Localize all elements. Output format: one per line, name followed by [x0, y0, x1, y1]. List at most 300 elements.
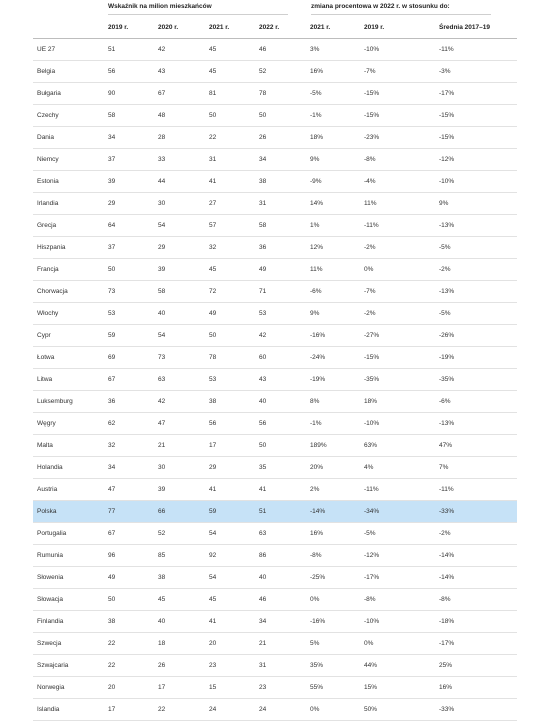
table-row	[33, 611, 517, 633]
cell-spacer	[417, 105, 439, 127]
cell-country: Irlandia	[33, 193, 108, 215]
table-row	[33, 149, 517, 171]
cell-spacer	[417, 523, 439, 545]
cell-2020: 42	[158, 391, 209, 413]
cell-country: Hiszpania	[33, 237, 108, 259]
column-header-2020: 2020 r.	[158, 18, 209, 39]
cell-country: Czechy	[33, 105, 108, 127]
cell-2020: 21	[158, 435, 209, 457]
table-row	[33, 567, 517, 589]
cell-2021: 56	[209, 413, 259, 435]
cell-2021: 59	[209, 501, 259, 523]
cell-spacer	[417, 567, 439, 589]
cell-2021: 92	[209, 545, 259, 567]
cell-spacer	[417, 677, 439, 699]
cell-2019: 73	[108, 281, 158, 303]
cell-change-vs-2021: -16%	[310, 611, 364, 633]
cell-country: Rumunia	[33, 545, 108, 567]
cell-change-vs-2019: -2%	[364, 237, 417, 259]
cell-spacer	[417, 369, 439, 391]
cell-change-vs-2021: -25%	[310, 567, 364, 589]
table-row	[33, 391, 517, 413]
cell-2022: 40	[259, 567, 310, 589]
cell-change-vs-2019: -23%	[364, 127, 417, 149]
cell-spacer	[417, 215, 439, 237]
cell-change-vs-2019: -34%	[364, 501, 417, 523]
cell-change-vs-average: -17%	[439, 83, 517, 105]
cell-change-vs-2021: -14%	[310, 501, 364, 523]
cell-change-vs-average: -13%	[439, 281, 517, 303]
cell-2022: 31	[259, 655, 310, 677]
cell-spacer	[417, 655, 439, 677]
cell-change-vs-2021: -1%	[310, 105, 364, 127]
cell-change-vs-average: -17%	[439, 633, 517, 655]
cell-change-vs-2019: 15%	[364, 677, 417, 699]
cell-change-vs-2021: 16%	[310, 523, 364, 545]
table-row	[33, 655, 517, 677]
table-row	[33, 171, 517, 193]
cell-2019: 32	[108, 435, 158, 457]
cell-change-vs-2019: 63%	[364, 435, 417, 457]
cell-change-vs-2021: 12%	[310, 237, 364, 259]
cell-2020: 43	[158, 61, 209, 83]
table-row	[33, 215, 517, 237]
cell-change-vs-2021: 2%	[310, 479, 364, 501]
cell-2022: 41	[259, 479, 310, 501]
cell-2019: 53	[108, 303, 158, 325]
cell-change-vs-2021: 189%	[310, 435, 364, 457]
column-header-2022: 2022 r.	[259, 18, 310, 39]
cell-2021: 45	[209, 39, 259, 61]
cell-country: Łotwa	[33, 347, 108, 369]
cell-2020: 30	[158, 193, 209, 215]
cell-2019: 29	[108, 193, 158, 215]
cell-2021: 41	[209, 479, 259, 501]
cell-2022: 63	[259, 523, 310, 545]
cell-2021: 57	[209, 215, 259, 237]
cell-2020: 26	[158, 655, 209, 677]
cell-2020: 39	[158, 479, 209, 501]
cell-change-vs-average: -6%	[439, 391, 517, 413]
cell-spacer	[417, 83, 439, 105]
cell-2021: 54	[209, 523, 259, 545]
cell-2020: 30	[158, 457, 209, 479]
cell-2019: 56	[108, 61, 158, 83]
cell-2019: 67	[108, 523, 158, 545]
cell-spacer	[417, 193, 439, 215]
cell-2022: 24	[259, 699, 310, 721]
cell-country: Luksemburg	[33, 391, 108, 413]
cell-2019: 59	[108, 325, 158, 347]
cell-change-vs-2021: 9%	[310, 149, 364, 171]
cell-country: Holandia	[33, 457, 108, 479]
cell-spacer	[417, 347, 439, 369]
cell-2022: 53	[259, 303, 310, 325]
cell-spacer	[417, 171, 439, 193]
cell-change-vs-average: -13%	[439, 413, 517, 435]
cell-country: Austria	[33, 479, 108, 501]
cell-2022: 50	[259, 105, 310, 127]
cell-change-vs-2019: -8%	[364, 589, 417, 611]
cell-change-vs-2019: 18%	[364, 391, 417, 413]
cell-change-vs-average: 7%	[439, 457, 517, 479]
cell-change-vs-average: -14%	[439, 567, 517, 589]
cell-2020: 33	[158, 149, 209, 171]
cell-2021: 81	[209, 83, 259, 105]
cell-2020: 47	[158, 413, 209, 435]
cell-2020: 63	[158, 369, 209, 391]
cell-2022: 42	[259, 325, 310, 347]
cell-change-vs-2019: 0%	[364, 633, 417, 655]
cell-change-vs-2019: -5%	[364, 523, 417, 545]
cell-2019: 90	[108, 83, 158, 105]
cell-2021: 45	[209, 259, 259, 281]
cell-2019: 17	[108, 699, 158, 721]
column-header-spacer	[417, 18, 439, 39]
cell-change-vs-2021: -1%	[310, 413, 364, 435]
table-row	[33, 39, 517, 61]
table-row	[33, 303, 517, 325]
cell-change-vs-average: 47%	[439, 435, 517, 457]
cell-spacer	[417, 303, 439, 325]
cell-2021: 72	[209, 281, 259, 303]
cell-country: Węgry	[33, 413, 108, 435]
cell-2022: 58	[259, 215, 310, 237]
cell-2021: 54	[209, 567, 259, 589]
cell-2022: 71	[259, 281, 310, 303]
cell-change-vs-average: -11%	[439, 39, 517, 61]
table-row	[33, 435, 517, 457]
table-row	[33, 83, 517, 105]
cell-change-vs-average: -13%	[439, 215, 517, 237]
cell-change-vs-2019: -2%	[364, 303, 417, 325]
cell-change-vs-2019: -11%	[364, 479, 417, 501]
cell-2022: 21	[259, 633, 310, 655]
cell-2020: 67	[158, 83, 209, 105]
cell-change-vs-2021: 1%	[310, 215, 364, 237]
cell-2019: 22	[108, 633, 158, 655]
group-header-rule-right	[311, 14, 491, 15]
cell-2022: 34	[259, 611, 310, 633]
cell-2022: 26	[259, 127, 310, 149]
cell-2019: 38	[108, 611, 158, 633]
cell-change-vs-average: -18%	[439, 611, 517, 633]
group-header-change: zmiana procentowa w 2022 r. w stosunku do:	[311, 3, 450, 10]
cell-change-vs-2021: 11%	[310, 259, 364, 281]
cell-change-vs-2019: -8%	[364, 149, 417, 171]
cell-2020: 54	[158, 325, 209, 347]
cell-spacer	[417, 699, 439, 721]
cell-2019: 96	[108, 545, 158, 567]
cell-2021: 41	[209, 171, 259, 193]
table-row	[33, 545, 517, 567]
cell-change-vs-2021: -19%	[310, 369, 364, 391]
cell-2020: 73	[158, 347, 209, 369]
cell-country: Dania	[33, 127, 108, 149]
cell-2020: 17	[158, 677, 209, 699]
table-body	[33, 39, 517, 721]
cell-change-vs-2019: -4%	[364, 171, 417, 193]
cell-change-vs-2019: 4%	[364, 457, 417, 479]
cell-2022: 38	[259, 171, 310, 193]
cell-change-vs-2021: 55%	[310, 677, 364, 699]
table-row	[33, 633, 517, 655]
cell-country: Belgia	[33, 61, 108, 83]
cell-change-vs-average: 16%	[439, 677, 517, 699]
table-row	[33, 281, 517, 303]
table-row	[33, 237, 517, 259]
cell-change-vs-2021: -24%	[310, 347, 364, 369]
cell-2021: 41	[209, 611, 259, 633]
cell-country: Szwajcaria	[33, 655, 108, 677]
cell-change-vs-2021: 14%	[310, 193, 364, 215]
cell-2020: 40	[158, 611, 209, 633]
table-row	[33, 413, 517, 435]
column-header-2021: 2021 r.	[209, 18, 259, 39]
cell-change-vs-2019: -15%	[364, 347, 417, 369]
cell-change-vs-average: -12%	[439, 149, 517, 171]
cell-2019: 69	[108, 347, 158, 369]
cell-2022: 46	[259, 589, 310, 611]
cell-spacer	[417, 435, 439, 457]
cell-change-vs-2019: -15%	[364, 83, 417, 105]
cell-change-vs-2021: -9%	[310, 171, 364, 193]
cell-change-vs-average: -2%	[439, 523, 517, 545]
cell-spacer	[417, 39, 439, 61]
cell-2019: 34	[108, 457, 158, 479]
cell-spacer	[417, 127, 439, 149]
cell-spacer	[417, 149, 439, 171]
table-row	[33, 457, 517, 479]
cell-country: Estonia	[33, 171, 108, 193]
cell-spacer	[417, 545, 439, 567]
cell-spacer	[417, 611, 439, 633]
cell-spacer	[417, 589, 439, 611]
cell-country: Grecja	[33, 215, 108, 237]
table-row	[33, 193, 517, 215]
cell-change-vs-average: -14%	[439, 545, 517, 567]
cell-spacer	[417, 479, 439, 501]
cell-2021: 23	[209, 655, 259, 677]
cell-spacer	[417, 413, 439, 435]
cell-change-vs-2019: -17%	[364, 567, 417, 589]
column-header-change-vs-2021: 2021 r.	[310, 18, 364, 39]
cell-2022: 78	[259, 83, 310, 105]
cell-2020: 42	[158, 39, 209, 61]
cell-country: Słowacja	[33, 589, 108, 611]
cell-country: Chorwacja	[33, 281, 108, 303]
cell-change-vs-2021: 0%	[310, 589, 364, 611]
cell-2022: 52	[259, 61, 310, 83]
cell-change-vs-2021: -6%	[310, 281, 364, 303]
cell-2019: 64	[108, 215, 158, 237]
cell-country: Norwegia	[33, 677, 108, 699]
cell-country: Malta	[33, 435, 108, 457]
cell-2019: 37	[108, 237, 158, 259]
cell-change-vs-average: -11%	[439, 479, 517, 501]
cell-change-vs-2021: -8%	[310, 545, 364, 567]
cell-2022: 51	[259, 501, 310, 523]
table-row	[33, 259, 517, 281]
cell-country: Cypr	[33, 325, 108, 347]
cell-2021: 31	[209, 149, 259, 171]
cell-change-vs-average: -10%	[439, 171, 517, 193]
cell-2021: 24	[209, 699, 259, 721]
cell-change-vs-2021: -16%	[310, 325, 364, 347]
cell-change-vs-average: 25%	[439, 655, 517, 677]
cell-2020: 85	[158, 545, 209, 567]
cell-2020: 48	[158, 105, 209, 127]
table-row	[33, 61, 517, 83]
cell-change-vs-2019: -10%	[364, 611, 417, 633]
cell-change-vs-2019: -7%	[364, 61, 417, 83]
cell-country: Polska	[33, 501, 108, 523]
table-row	[33, 523, 517, 545]
cell-spacer	[417, 61, 439, 83]
cell-2021: 50	[209, 325, 259, 347]
cell-2021: 27	[209, 193, 259, 215]
cell-change-vs-2021: 5%	[310, 633, 364, 655]
cell-change-vs-2021: 3%	[310, 39, 364, 61]
cell-country: Litwa	[33, 369, 108, 391]
cell-change-vs-2019: -27%	[364, 325, 417, 347]
group-header-rule-left	[108, 14, 288, 15]
cell-2019: 37	[108, 149, 158, 171]
cell-spacer	[417, 281, 439, 303]
cell-country: Portugalia	[33, 523, 108, 545]
cell-spacer	[417, 457, 439, 479]
table-row	[33, 589, 517, 611]
table-header-row	[33, 18, 517, 39]
cell-2021: 45	[209, 61, 259, 83]
cell-country: Finlandia	[33, 611, 108, 633]
cell-change-vs-2021: -5%	[310, 83, 364, 105]
cell-change-vs-2019: 44%	[364, 655, 417, 677]
column-header-country	[33, 18, 108, 39]
cell-2022: 34	[259, 149, 310, 171]
cell-2022: 43	[259, 369, 310, 391]
cell-2021: 20	[209, 633, 259, 655]
cell-change-vs-2021: 8%	[310, 391, 364, 413]
cell-2022: 60	[259, 347, 310, 369]
cell-change-vs-2019: 50%	[364, 699, 417, 721]
cell-spacer	[417, 633, 439, 655]
cell-2020: 38	[158, 567, 209, 589]
cell-change-vs-average: -15%	[439, 127, 517, 149]
cell-2021: 53	[209, 369, 259, 391]
cell-2019: 58	[108, 105, 158, 127]
cell-change-vs-2019: -10%	[364, 39, 417, 61]
cell-2020: 58	[158, 281, 209, 303]
cell-2021: 15	[209, 677, 259, 699]
cell-2021: 49	[209, 303, 259, 325]
cell-2019: 22	[108, 655, 158, 677]
cell-2020: 28	[158, 127, 209, 149]
table-row	[33, 105, 517, 127]
cell-change-vs-2021: 16%	[310, 61, 364, 83]
cell-change-vs-2019: -12%	[364, 545, 417, 567]
cell-country: Słowenia	[33, 567, 108, 589]
cell-2019: 67	[108, 369, 158, 391]
cell-2022: 35	[259, 457, 310, 479]
cell-2019: 20	[108, 677, 158, 699]
cell-change-vs-2021: 0%	[310, 699, 364, 721]
cell-change-vs-average: -19%	[439, 347, 517, 369]
cell-2021: 29	[209, 457, 259, 479]
cell-country: Niemcy	[33, 149, 108, 171]
cell-change-vs-2019: -11%	[364, 215, 417, 237]
column-header-change-vs-2019: 2019 r.	[364, 18, 417, 39]
cell-country: Szwecja	[33, 633, 108, 655]
cell-change-vs-2021: 9%	[310, 303, 364, 325]
cell-spacer	[417, 501, 439, 523]
table-row	[33, 325, 517, 347]
cell-change-vs-average: 9%	[439, 193, 517, 215]
table-row	[33, 677, 517, 699]
cell-2020: 22	[158, 699, 209, 721]
cell-change-vs-average: -26%	[439, 325, 517, 347]
cell-2019: 36	[108, 391, 158, 413]
table-row	[33, 127, 517, 149]
cell-change-vs-2019: -35%	[364, 369, 417, 391]
cell-change-vs-average: -8%	[439, 589, 517, 611]
cell-2019: 34	[108, 127, 158, 149]
cell-2021: 22	[209, 127, 259, 149]
cell-country: Włochy	[33, 303, 108, 325]
cell-2022: 50	[259, 435, 310, 457]
cell-change-vs-2019: 0%	[364, 259, 417, 281]
cell-2019: 39	[108, 171, 158, 193]
cell-2021: 38	[209, 391, 259, 413]
cell-2020: 29	[158, 237, 209, 259]
cell-2020: 52	[158, 523, 209, 545]
cell-2020: 40	[158, 303, 209, 325]
cell-2022: 86	[259, 545, 310, 567]
cell-country: UE 27	[33, 39, 108, 61]
cell-2020: 39	[158, 259, 209, 281]
cell-2019: 77	[108, 501, 158, 523]
cell-change-vs-average: -2%	[439, 259, 517, 281]
cell-2021: 50	[209, 105, 259, 127]
table-row	[33, 479, 517, 501]
cell-2022: 46	[259, 39, 310, 61]
cell-2022: 31	[259, 193, 310, 215]
cell-2020: 66	[158, 501, 209, 523]
cell-country: Islandia	[33, 699, 108, 721]
cell-2022: 49	[259, 259, 310, 281]
cell-change-vs-2021: 20%	[310, 457, 364, 479]
table-row	[33, 347, 517, 369]
cell-2022: 40	[259, 391, 310, 413]
cell-2021: 17	[209, 435, 259, 457]
cell-country: Francja	[33, 259, 108, 281]
cell-2020: 45	[158, 589, 209, 611]
cell-2019: 50	[108, 259, 158, 281]
cell-change-vs-2021: 35%	[310, 655, 364, 677]
cell-2022: 36	[259, 237, 310, 259]
cell-spacer	[417, 259, 439, 281]
cell-2019: 47	[108, 479, 158, 501]
cell-2020: 18	[158, 633, 209, 655]
cell-change-vs-2019: -10%	[364, 413, 417, 435]
cell-spacer	[417, 391, 439, 413]
cell-spacer	[417, 237, 439, 259]
cell-change-vs-average: -15%	[439, 105, 517, 127]
cell-2019: 50	[108, 589, 158, 611]
cell-country: Bułgaria	[33, 83, 108, 105]
column-header-2019: 2019 r.	[108, 18, 158, 39]
statistics-table	[33, 18, 517, 721]
